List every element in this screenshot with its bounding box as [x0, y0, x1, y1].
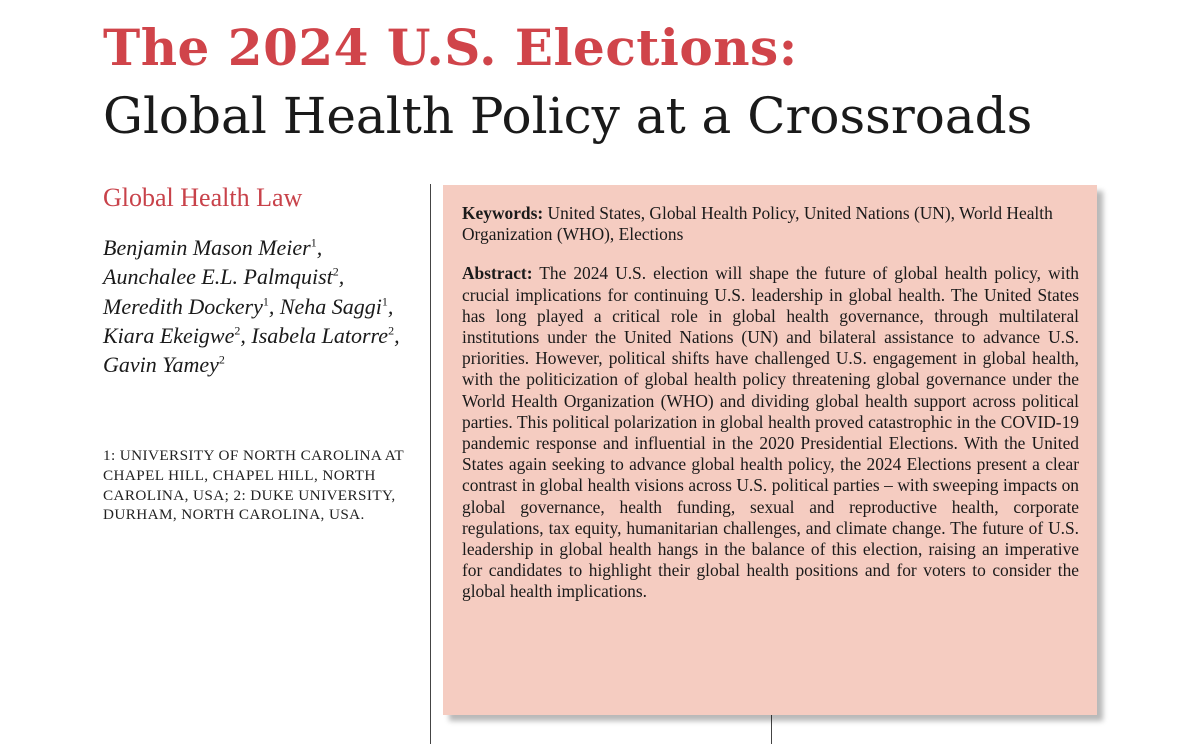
abstract: [462, 263, 1079, 602]
author: Gavin Yamey$^2$: [103, 352, 225, 378]
abstract-box: [443, 185, 1097, 715]
author: Meredith Dockery$^1$,: [103, 293, 275, 319]
author: Benjamin Mason Meier$^1$,: [103, 235, 323, 260]
keywords: [462, 203, 1079, 245]
author: Isabela Latorre$^2$,: [251, 322, 400, 348]
affiliations: 1: UNIVERSITY OF NORTH CAROLINA AT CHAPEL HILL, CHAPEL HILL, NORTH CAROLINA, USA; 2: DUKE UNIVERSITY, DURHAM, NORTH CAROLINA, USA.: [103, 447, 404, 524]
title-line-1: The 2024 U.S. Elections:: [103, 18, 798, 77]
author: Kiara Ekeigwe$^2$,: [103, 322, 246, 348]
column-divider: [771, 710, 772, 744]
column-divider: [430, 184, 431, 744]
section-label: Global Health Law: [103, 183, 303, 212]
author-list: [103, 233, 408, 379]
keywords-label: Keywords:: [462, 203, 544, 223]
keywords-text: United States, Global Health Policy, United Nations (UN), World Health Organization (WHO), Elections: [462, 203, 1053, 245]
abstract-label: Abstract:: [462, 263, 533, 284]
abstract-text: The 2024 U.S. election will shape the future of global health policy, with crucial implications for continuing U.S. leadership in global health. The United States has long played a critical role in global health governance, through multilateral institutions under the United Nations (UN) and bilateral assistance to advance U.S. priorities. However, political shifts have challenged U.S. engagement in global health, with the politicization of global health policy threatening global governance under the World Health Organization (WHO) and dividing global health support across political parties. This political polarization in global health proved catastrophic in the COVID-19 pandemic response and influential in the 2020 Presidential Elections. With the United States again seeking to advance global health policy, the 2024 Elections present a clear contrast in global health visions across U.S. political parties – with sweeping impacts on global governance, health funding, sexual and reproductive health, corporate regulations, tax equity, humanitarian challenges, and climate change. The future of U.S. leadership in global health hangs in the balance of this election, raising an imperative for candidates to highlight their global health positions and for voters to consider the global health implications.: [462, 263, 1079, 602]
title-line-2: Global Health Policy at a Crossroads: [103, 87, 1033, 145]
author: Aunchalee E.L. Palmquist$^2$,: [103, 264, 345, 290]
author: Neha Saggi$^1$,: [279, 293, 394, 319]
